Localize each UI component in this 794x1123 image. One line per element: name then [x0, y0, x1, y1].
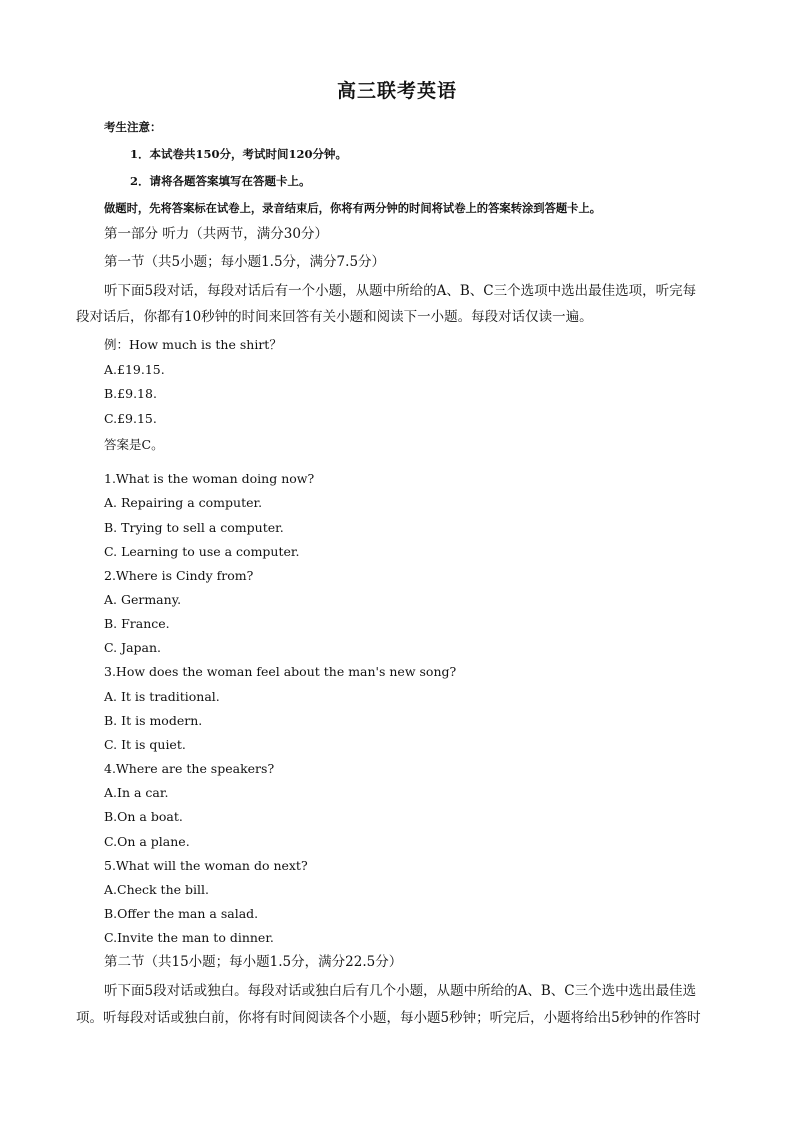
notice-item: 2．请将各题答案填写在答题卡上。	[130, 174, 311, 188]
question-text: 4.Where are the speakers?	[104, 761, 275, 776]
answer-option: A.In a car.	[104, 785, 169, 800]
example-option: B.£9.18.	[104, 386, 157, 401]
answer-option: C. Japan.	[104, 640, 162, 655]
section2-instructions: 听下面5段对话或独白。每段对话或独白后有几个小题，从题中所给的A、B、C三个选中选出最佳选	[104, 983, 697, 999]
answer-option: C. Learning to use a computer.	[104, 544, 300, 559]
answer-option: B. Trying to sell a computer.	[104, 520, 284, 535]
question-text: 1.What is the woman doing now?	[104, 471, 315, 486]
section1-instructions: 段对话后，你都有10秒钟的时间来回答有关小题和阅读下一小题。每段对话仅读一遍。	[76, 309, 593, 325]
answer-option: C.On a plane.	[104, 834, 190, 849]
answer-option: A. Repairing a computer.	[104, 495, 263, 510]
section1-heading: 第一节（共5小题；每小题1.5分，满分7.5分）	[104, 254, 386, 270]
answer-option: B. It is modern.	[104, 713, 203, 728]
section1-instructions: 听下面5段对话，每段对话后有一个小题，从题中所给的A、B、C三个选项中选出最佳选项，听完每	[104, 283, 697, 299]
answer-option: C.Invite the man to dinner.	[104, 930, 274, 945]
answer-option: C. It is quiet.	[104, 737, 186, 752]
answer-option: A.Check the bill.	[104, 882, 209, 897]
section2-heading: 第二节（共15小题；每小题1.5分，满分22.5分）	[104, 954, 403, 970]
question-text: 2.Where is Cindy from?	[104, 568, 254, 583]
question-text: 3.How does the woman feel about the man's new song?	[104, 664, 457, 679]
answer-option: A. Germany.	[104, 592, 182, 607]
question-text: 5.What will the woman do next?	[104, 858, 308, 873]
answer-option: A. It is traditional.	[104, 689, 220, 704]
answer-option: B. France.	[104, 616, 170, 631]
section2-instructions: 项。听每段对话或独白前，你将有时间阅读各个小题，每小题5秒钟；听完后，小题将给出5秒钟的作答时	[76, 1010, 701, 1026]
part1-heading: 第一部分 听力（共两节，满分30分）	[104, 226, 328, 242]
example-answer: 答案是C。	[104, 437, 164, 452]
example-option: A.£19.15.	[104, 362, 165, 377]
page-title: 高三联考英语	[336, 80, 457, 102]
example-question: 例：How much is the shirt？	[104, 337, 282, 352]
answer-option: B.On a boat.	[104, 809, 183, 824]
answer-option: B.Offer the man a salad.	[104, 906, 259, 921]
notice-heading: 考生注意：	[104, 120, 162, 134]
example-option: C.£9.15.	[104, 411, 157, 426]
notice-item: 1．本试卷共150分，考试时间120分钟。	[130, 147, 348, 161]
listening-note: 做题时，先将答案标在试卷上，录音结束后，你将有两分钟的时间将试卷上的答案转涂到答题卡上。	[104, 201, 602, 215]
